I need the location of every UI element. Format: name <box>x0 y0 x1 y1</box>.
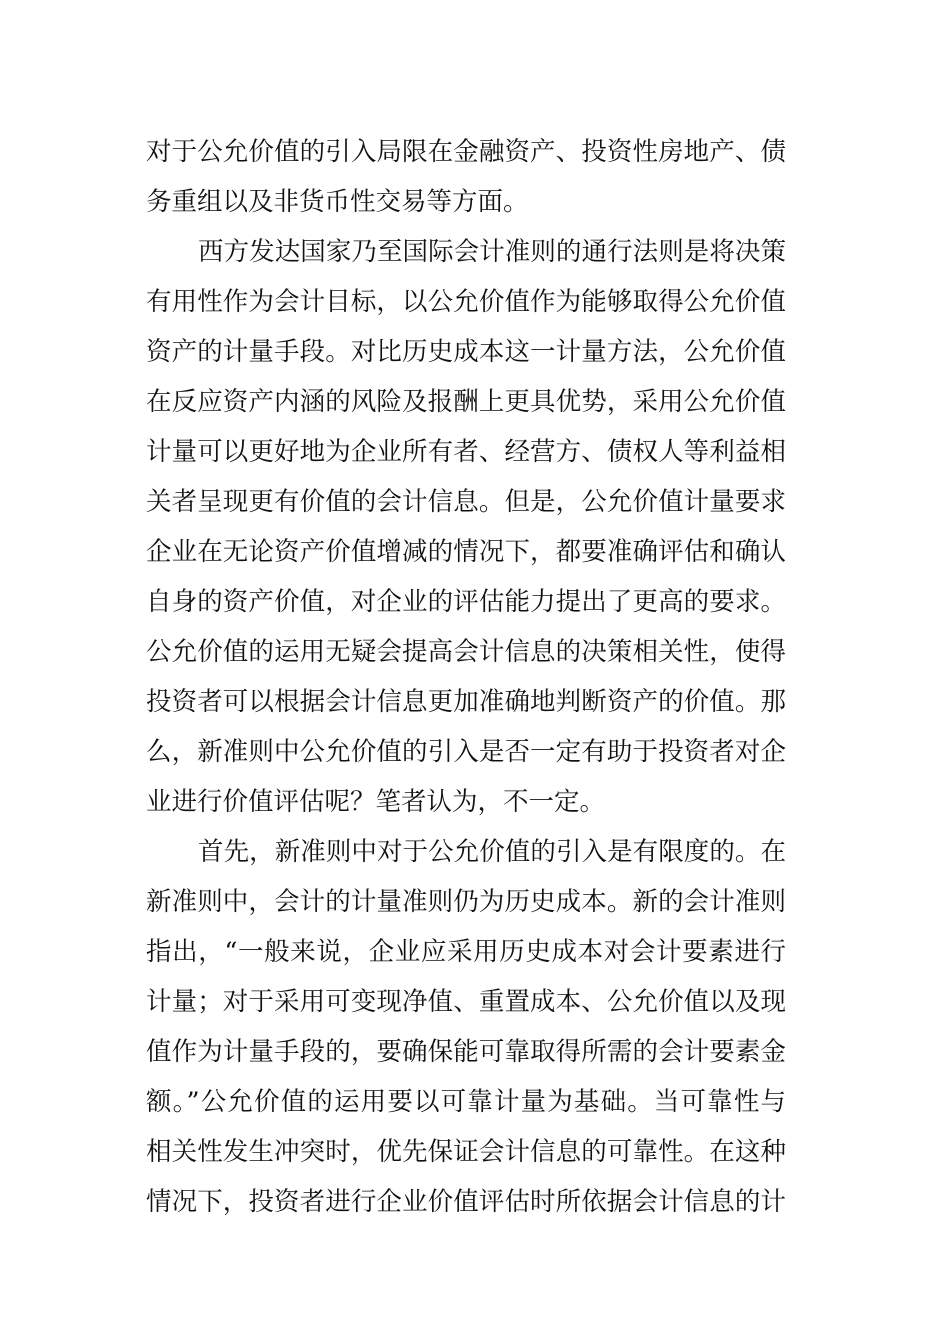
body-text <box>146 127 786 1227</box>
text-line: 计量；对于采用可变现净值、重置成本、公允价值以及现 <box>146 987 786 1017</box>
text-line: 对于公允价值的引入局限在金融资产、投资性房地产、债 <box>146 137 786 167</box>
paragraph-start-line: 西方发达国家乃至国际会计准则的通行法则是将决策 <box>198 237 786 267</box>
text-line: 相关性发生冲突时，优先保证会计信息的可靠性。在这种 <box>146 1137 786 1167</box>
text-line: 务重组以及非货币性交易等方面。 <box>146 187 529 217</box>
text-line: 额。”公允价值的运用要以可靠计量为基础。当可靠性与 <box>146 1087 786 1117</box>
text-line: 公允价值的运用无疑会提高会计信息的决策相关性，使得 <box>146 637 786 667</box>
text-line: 计量可以更好地为企业所有者、经营方、债权人等利益相 <box>146 437 786 467</box>
text-line: 指出，“一般来说，企业应采用历史成本对会计要素进行 <box>146 937 786 967</box>
text-line: 么，新准则中公允价值的引入是否一定有助于投资者对企 <box>146 737 786 767</box>
text-line: 资产的计量手段。对比历史成本这一计量方法，公允价值 <box>146 337 786 367</box>
text-line: 值作为计量手段的，要确保能可靠取得所需的会计要素金 <box>146 1037 786 1067</box>
text-line: 关者呈现更有价值的会计信息。但是，公允价值计量要求 <box>146 487 786 517</box>
text-line: 企业在无论资产价值增减的情况下，都要准确评估和确认 <box>146 537 786 567</box>
text-line: 业进行价值评估呢？笔者认为，不一定。 <box>146 787 606 817</box>
paragraph-start-line: 首先，新准则中对于公允价值的引入是有限度的。在 <box>198 837 786 867</box>
text-line: 自身的资产价值，对企业的评估能力提出了更高的要求。 <box>146 587 786 617</box>
text-line: 有用性作为会计目标，以公允价值作为能够取得公允价值 <box>146 287 786 317</box>
text-line: 新准则中，会计的计量准则仍为历史成本。新的会计准则 <box>146 887 786 917</box>
text-line: 情况下，投资者进行企业价值评估时所依据会计信息的计 <box>146 1187 786 1217</box>
text-line: 在反应资产内涵的风险及报酬上更具优势，采用公允价值 <box>146 387 786 417</box>
text-line: 投资者可以根据会计信息更加准确地判断资产的价值。那 <box>146 687 786 717</box>
